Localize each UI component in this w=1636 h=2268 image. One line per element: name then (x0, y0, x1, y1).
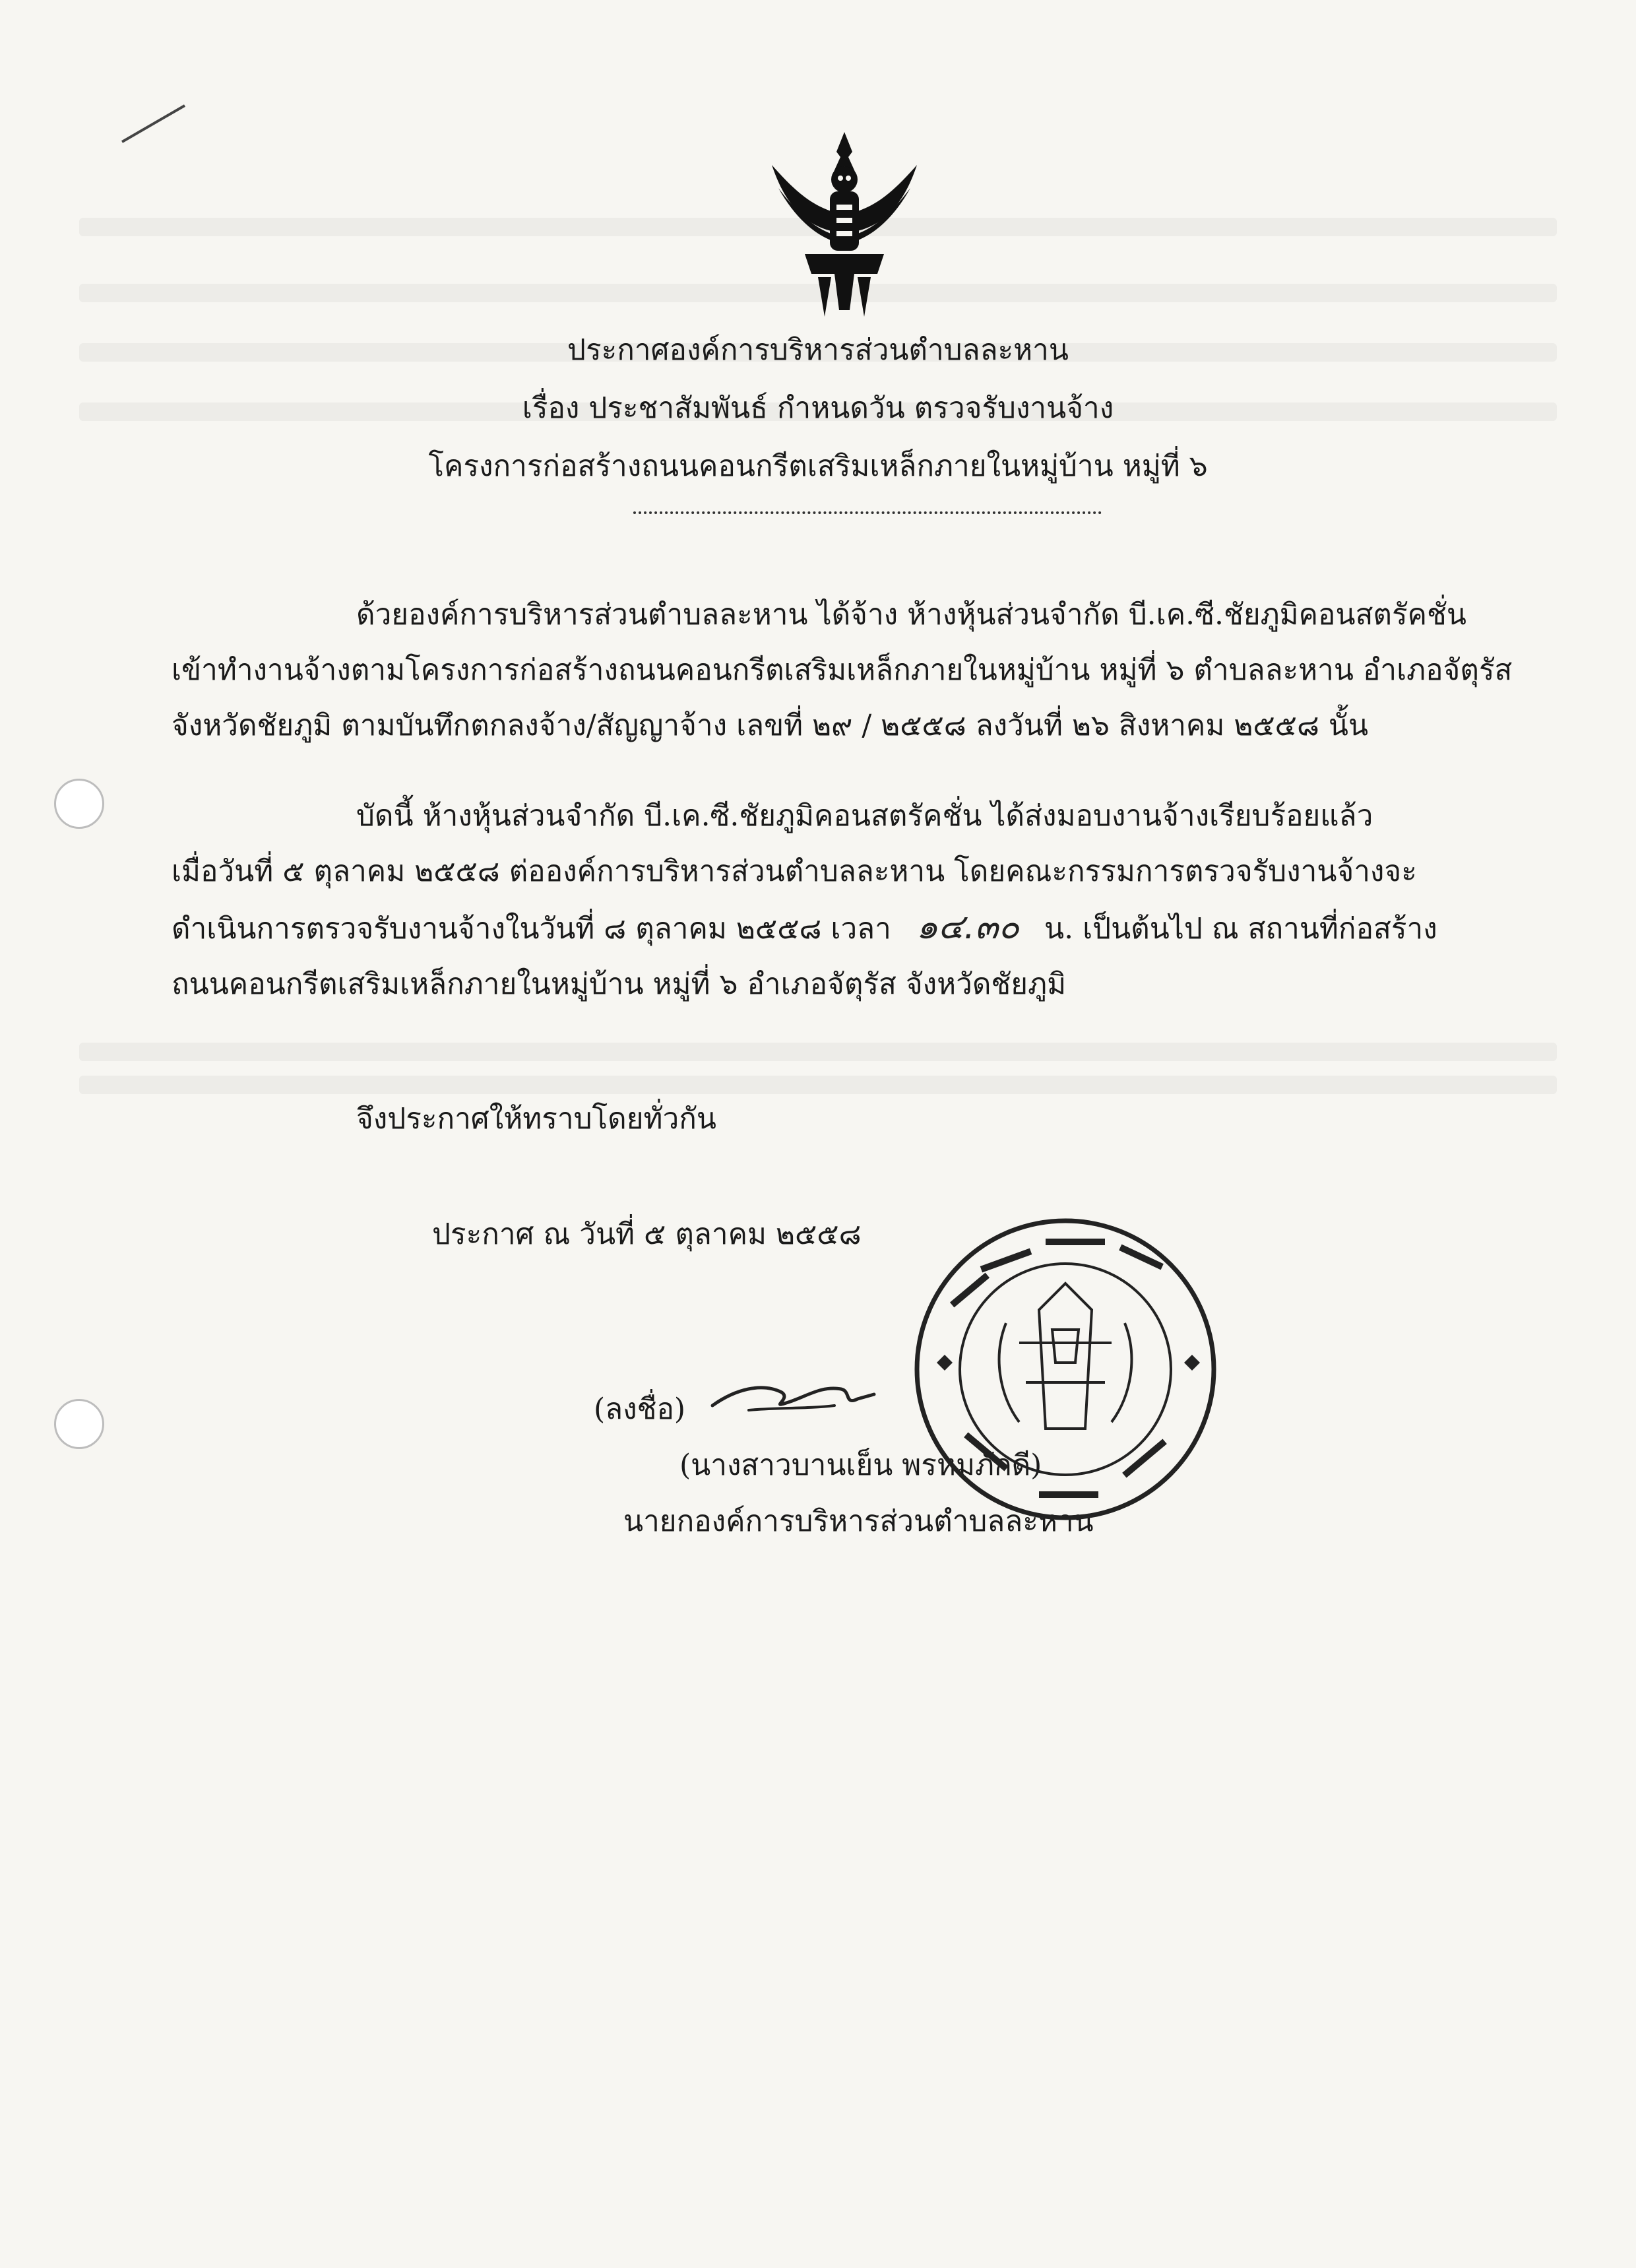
paragraph-line: ถนนคอนกรีตเสริมเหล็กภายในหมู่บ้าน หมู่ที่ ๖ อำเภอจัตุรัส จังหวัดชัยภูมิ (172, 967, 1067, 1001)
paragraph-line: จังหวัดชัยภูมิ ตามบันทึกตกลงจ้าง/สัญญาจ้าง เลขที่ ๒๙ / ๒๕๕๘ ลงวันที่ ๒๖ สิงหาคม ๒๕๕๘ นั้น (172, 709, 1369, 742)
signatory-position: นายกองค์การบริหารส่วนตำบลละหาน (623, 1505, 1094, 1538)
garuda-emblem-icon (759, 125, 930, 323)
handwritten-time: ๑๔.๓๐ (916, 907, 1020, 947)
paragraph-line: เมื่อวันที่ ๕ ตุลาคม ๒๕๕๘ ต่อองค์การบริหารส่วนตำบลละหาน โดยคณะกรรมการตรวจรับงานจ้างจะ (172, 855, 1417, 888)
sign-label: (ลงชื่อ) (594, 1392, 686, 1426)
official-seal-icon (907, 1211, 1224, 1528)
punch-hole (54, 779, 104, 829)
document-title: ประกาศองค์การบริหารส่วนตำบลละหาน (567, 333, 1069, 367)
document-subject: เรื่อง ประชาสัมพันธ์ กำหนดวัน ตรวจรับงานจ้าง (522, 391, 1114, 425)
paragraph-line (172, 899, 1491, 957)
bleed-through (79, 1043, 1557, 1061)
bleed-through (79, 1076, 1557, 1094)
project-name: โครงการก่อสร้างถนนคอนกรีตเสริมเหล็กภายในหมู่บ้าน หมู่ที่ ๖ (428, 449, 1208, 483)
paragraph-line: บัดนี้ ห้างหุ้นส่วนจำกัด บี.เค.ซี.ชัยภูมิคอนสตรัคชั่น ได้ส่งมอบงานจ้างเรียบร้อยแล้ว (356, 799, 1373, 833)
inspection-date-text: ดำเนินการตรวจรับงานจ้างในวันที่ ๘ ตุลาคม ๒๕๕๘ เวลา (172, 912, 891, 946)
paragraph-line: ด้วยองค์การบริหารส่วนตำบลละหาน ได้จ้าง ห้างหุ้นส่วนจำกัด บี.เค.ซี.ชัยภูมิคอนสตรัคชั่น (356, 598, 1466, 632)
separator-dots (633, 511, 1102, 514)
paragraph-line: เข้าทำงานจ้างตามโครงการก่อสร้างถนนคอนกรีตเสริมเหล็กภายในหมู่บ้าน หมู่ที่ ๖ ตำบลละหาน อำเภอจัตุรัส (172, 653, 1513, 687)
signature-scribble (709, 1369, 881, 1429)
paragraph-1 (172, 587, 1513, 754)
pen-mark (119, 99, 191, 145)
punch-hole (54, 1399, 104, 1449)
closing-text: จึงประกาศให้ทราบโดยทั่วกัน (356, 1102, 716, 1136)
paragraph-2 (172, 789, 1491, 1012)
announce-date: ประกาศ ณ วันที่ ๕ ตุลาคม ๒๕๕๘ (432, 1217, 862, 1251)
signatory-name: (นางสาวบานเย็น พรหมภักดี) (679, 1448, 1042, 1482)
inspection-place-text: น. เป็นต้นไป ณ สถานที่ก่อสร้าง (1044, 912, 1437, 946)
